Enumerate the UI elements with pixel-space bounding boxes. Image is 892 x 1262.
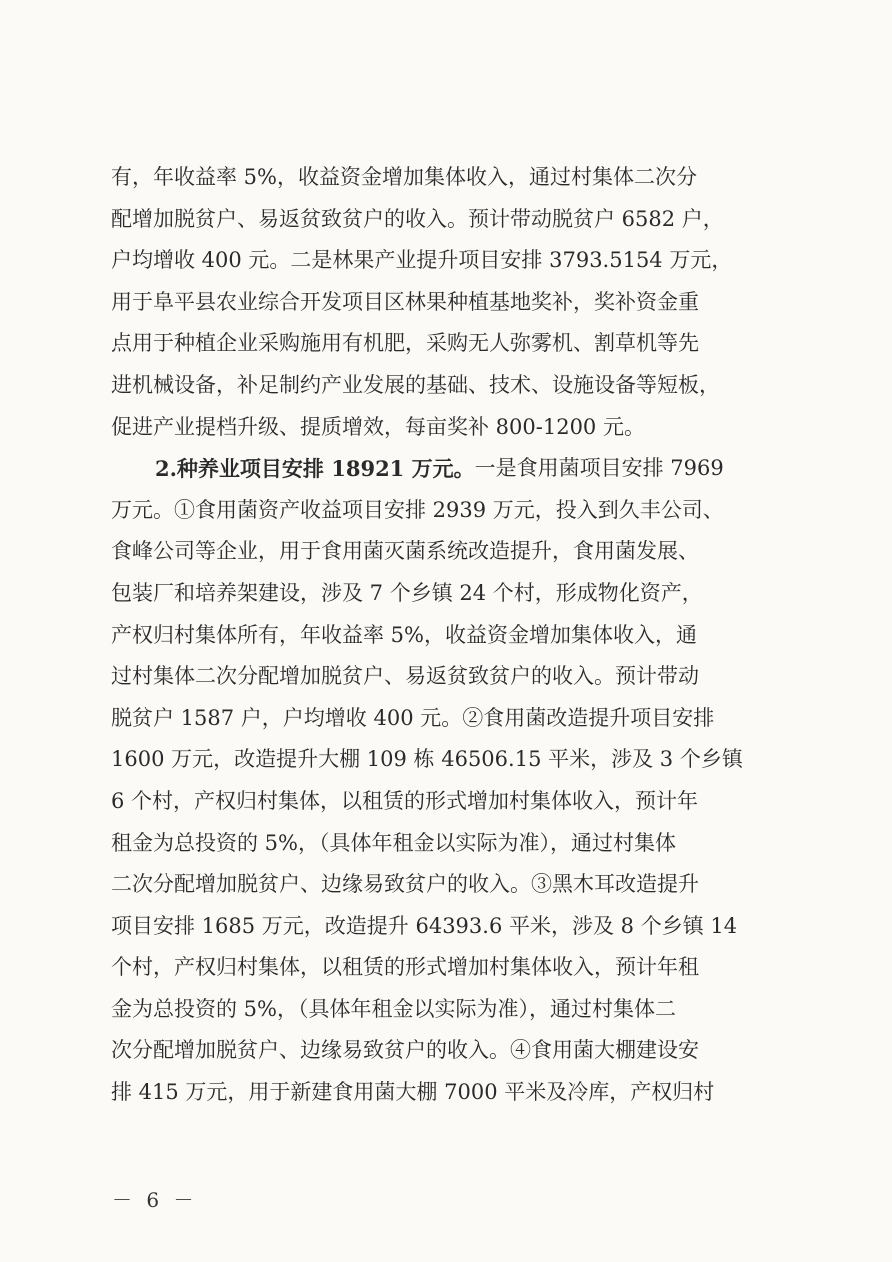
text-line — [111, 490, 776, 532]
text-segment: 点用于种植企业采购施用有机肥，采购无人弥雾机、割草机等先 — [111, 331, 699, 356]
text-segment: 万元。①食用菌资产收益项目安排 2939 万元，投入到久丰公司、 — [111, 497, 724, 522]
text-line — [111, 656, 776, 698]
page-number: － 6 － — [112, 1188, 198, 1212]
text-segment: 金为总投资的 5%，（具体年租金以实际为准），通过村集体二 — [111, 996, 676, 1021]
text-segment: 用于阜平县农业综合开发项目区林果种植基地奖补，奖补资金重 — [111, 289, 699, 314]
text-segment: 户均增收 400 元。二是林果产业提升项目安排 3793.5154 万元， — [111, 248, 733, 273]
text-line — [111, 739, 776, 781]
text-line — [111, 323, 776, 365]
text-segment: 次分配增加脱贫户、边缘易致贫户的收入。④食用菌大棚建设安 — [111, 1038, 699, 1063]
text-line — [111, 573, 776, 615]
text-segment: 排 415 万元，用于新建食用菌大棚 7000 平米及冷库，产权归村 — [111, 1080, 715, 1105]
text-line — [111, 864, 776, 906]
bold-text-segment: 2.种养业项目安排 18921 万元。 — [155, 456, 475, 482]
text-segment: 二次分配增加脱贫户、边缘易致贫户的收入。③黑木耳改造提升 — [111, 872, 699, 897]
text-line — [111, 407, 776, 449]
text-segment: 个村，产权归村集体，以租赁的形式增加村集体收入，预计年租 — [111, 955, 699, 980]
text-line — [111, 1072, 776, 1114]
text-line — [111, 240, 776, 282]
text-segment: 租金为总投资的 5%，（具体年租金以实际为准），通过村集体 — [111, 830, 676, 855]
body-text — [111, 157, 776, 1114]
text-line — [111, 282, 776, 324]
text-segment: 6 个村，产权归村集体，以租赁的形式增加村集体收入，预计年 — [111, 788, 699, 813]
text-segment: 1600 万元，改造提升大棚 109 栋 46506.15 平米，涉及 3 个乡镇 — [111, 747, 743, 772]
text-line — [111, 823, 776, 865]
text-segment: 食峰公司等企业，用于食用菌灭菌系统改造提升，食用菌发展、 — [111, 539, 699, 564]
text-line — [111, 448, 776, 490]
text-segment: 一是食用菌项目安排 7969 — [474, 456, 724, 481]
text-segment: 有，年收益率 5%，收益资金增加集体收入，通过村集体二次分 — [111, 165, 697, 189]
text-segment: 项目安排 1685 万元，改造提升 64393.6 平米，涉及 8 个乡镇 14 — [111, 913, 738, 938]
text-line — [111, 157, 776, 199]
text-line — [111, 1030, 776, 1072]
text-line — [111, 365, 776, 407]
text-line — [111, 781, 776, 823]
text-line — [111, 531, 776, 573]
text-segment: 过村集体二次分配增加脱贫户、易返贫致贫户的收入。预计带动 — [111, 664, 699, 689]
text-segment: 产权归村集体所有，年收益率 5%，收益资金增加集体收入，通 — [111, 622, 697, 647]
text-line — [111, 615, 776, 657]
text-line — [111, 698, 776, 740]
text-segment: 进机械设备，补足制约产业发展的基础、技术、设施设备等短板， — [111, 372, 720, 397]
text-line — [111, 906, 776, 948]
text-segment: 配增加脱贫户、易返贫致贫户的收入。预计带动脱贫户 6582 户， — [111, 206, 724, 231]
text-line — [111, 947, 776, 989]
text-segment: 包装厂和培养架建设，涉及 7 个乡镇 24 个村，形成物化资产， — [111, 580, 703, 605]
text-line — [111, 989, 776, 1031]
text-segment: 脱贫户 1587 户，户均增收 400 元。②食用菌改造提升项目安排 — [111, 705, 715, 730]
text-line — [111, 199, 776, 241]
text-segment: 促进产业提档升级、提质增效，每亩奖补 800-1200 元。 — [111, 414, 645, 439]
